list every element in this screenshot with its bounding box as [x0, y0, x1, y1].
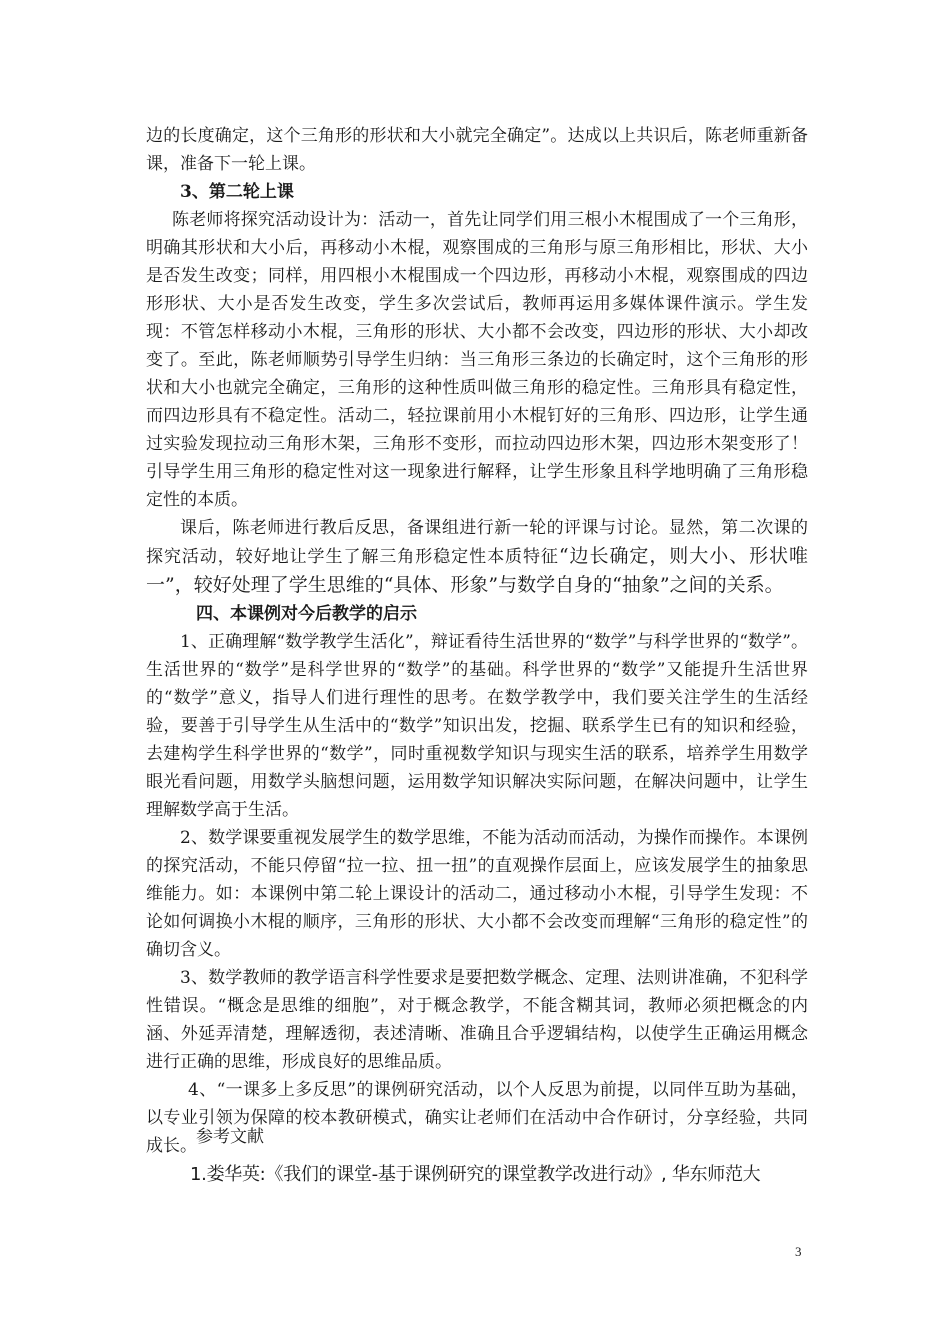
paragraph-activity-design: 陈老师将探究活动设计为：活动一，首先让同学们用三根小木棍围成了一个三角形，明确其形状和大小后，再移动小木棍，观察围成的三角形与原三角形相比，形状、大小是否发生改变；同样，用四根小木棍围成一个四边形，再移动小木棍，观察围成的四边形形状、大小是否发生改变，学生多次尝试后，教师再运用多媒体课件演示。学生发现：不管怎样移动小木棍，三角形的形状、大小都不会改变，四边形的形状、大小却改变了。至此，陈老师顺势引导学生归纳：当三角形三条边的长确定时，这个三角形的形状和大小也就完全确定，三角形的这种性质叫做三角形的稳定性。三角形具有稳定性，而四边形具有不稳定性。活动二，轻拉课前用小木棍钉好的三角形、四边形，让学生通过实验发现拉动三角形木架，三角形不变形，而拉动四边形木架，四边形木架变形了！引导学生用三角形的稳定性对这一现象进行解释，让学生形象且科学地明确了三角形稳定性的本质。 [146, 210, 808, 510]
paragraph-point-two: 2、数学课要重视发展学生的数学思维，不能为活动而活动，为操作而操作。本课例的探究活动，不能只停留“拉一拉、扭一扭”的直观操作层面上，应该发展学生的抽象思维能力。如：本课例中第二轮上课设计的活动二，通过移动小木棍，引导学生发现：不论如何调换小木棍的顺序，三角形的形状、大小都不会改变而理解“三角形的稳定性”的确切含义。 [146, 828, 808, 960]
paragraph-point-one: 1、正确理解“数学教学生活化”，辩证看待生活世界的“数学”与科学世界的“数学”。生活世界的“数学”是科学世界的“数学”的基础。科学世界的“数学”又能提升生活世界的“数学”意义，指导人们进行理性的思考。在数学教学中，我们要关注学生的生活经验，要善于引导学生从生活中的“数学”知识出发，挖掘、联系学生已有的知识和经验，去建构学生科学世界的“数学”，同时重视数学知识与现实生活的联系，培养学生用数学眼光看问题，用数学头脑想问题，运用数学知识解决实际问题，在解决问题中，让学生理解数学高于生活。 [146, 632, 808, 820]
paragraph-continuation: 边的长度确定，这个三角形的形状和大小就完全确定”。达成以上共识后，陈老师重新备课，准备下一轮上课。 [146, 126, 808, 174]
page-number: 3 [795, 1244, 802, 1259]
paragraph-reflection-part1: 课后，陈老师进行教后反思，备课组进行新一轮的评课与讨论。显然，第二次课的探究活动，较好地让学生了解三角形稳定性本质特征 [146, 518, 808, 567]
heading-section-four: 四、本课例对今后教学的启示 [196, 604, 417, 624]
references-title: 参考文献 [196, 1127, 264, 1147]
paragraph-reflection [146, 514, 808, 600]
paragraph-point-three: 3、数学教师的教学语言科学性要求是要把数学概念、定理、法则讲准确，不犯科学性错误。“概念是思维的细胞”，对于概念教学，不能含糊其词，教师必须把概念的内涵、外延弄清楚，理解透彻，表述清晰、准确且合乎逻辑结构，以使学生正确运用概念进行正确的思维，形成良好的思维品质。 [146, 968, 808, 1072]
body-text [146, 122, 808, 1160]
paragraph-reflection-part2: “边长确定，则大小、形状唯一”，较好处理了学生思维的“具体、形象”与数学自身的“抽象”之间的关系。 [146, 545, 809, 596]
reference-item: 1.娄华英:《我们的课堂-基于课例研究的课堂教学改进行动》, 华东师范大 [190, 1164, 761, 1185]
paragraph-point-four: 4、“一课多上多反思”的课例研究活动，以个人反思为前提，以同伴互助为基础，以专业引领为保障的校本教研模式，确实让老师们在活动中合作研讨，分享经验，共同成长。 [146, 1080, 808, 1156]
heading-round-two: 3、第二轮上课 [180, 182, 294, 202]
